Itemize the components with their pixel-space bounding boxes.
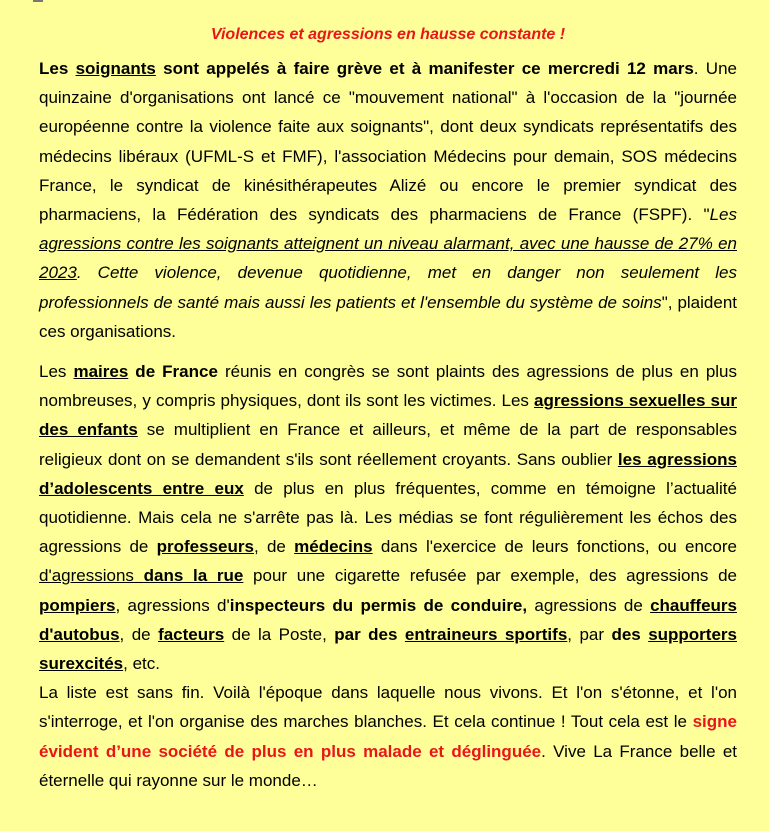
p2-s19: agressions de [527,595,651,615]
p2-s21: , de [119,624,159,644]
p2-entraineurs: entraineurs sportifs [404,624,568,644]
p2-maires: maires [73,362,129,382]
p2-dans-la-rue: dans la rue [143,566,244,586]
p2-agressions-enfants: agressions sexuelles sur des enfants [39,391,737,440]
p2-de-france: de France [128,362,218,382]
p1-strike-call: sont appelés à faire grève et à manifester ce mercredi 12 mars [155,59,694,78]
p1-closing: ", plaident ces organisations. [39,292,737,341]
p2-s6: se multiplient en France et ailleurs, et même de la part de responsables religieux dont on se demandent s'ils sont réellement croyants. Sans oublier [39,420,737,469]
p2-inspecteurs: inspecteurs du permis de conduire, [229,595,528,615]
p2-s1: Les [39,362,74,382]
p2-chauffeurs: chauffeurs d'autobus [39,595,737,644]
p2-medecins: médecins [294,537,373,557]
p2-s8: de plus en plus fréquentes, comme en témoigne l’actualité quotidienne. Mais cela ne s'arrête pas là. Les médias se font régulièrement les échos des agressions de [39,478,737,557]
p1-body: . Une quinzaine d'organisations ont lancé ce "mouvement national" à l'occasion de la "journée européenne contre la violence faite aux soignants", dont deux syndicats représentatifs des médecins libéraux (UFML-S et FMF), l'association Médecins pour demain, SOS médecins France, le syndicat de kinésithérapeutes Alizé ou encore le premier syndicat des pharmaciens, la Fédération des syndicats des pharmaciens de France (FSPF). " [39,59,737,225]
p2-s29: , etc. [123,654,160,674]
p1-quote-start: Les [709,205,737,225]
p2-s15: pour une cigarette refusée par exemple, des agressions de [243,566,738,586]
p2-s23: de la Poste, [224,624,335,644]
article [39,24,737,795]
p2-s10: , de [253,537,295,557]
paragraph-agressions [39,357,737,678]
p1-quote-rest: . Cette violence, devenue quotidienne, met en danger non seulement les professionnels de santé mais aussi les patients et l'ensemble du système de soins [39,263,737,312]
p2-s12: dans l'exercice de leurs fonctions, ou encore [372,537,737,557]
p2-dagressions: d'agressions [39,566,144,586]
p2-adolescents: les agressions d’adolescents entre eux [39,449,738,498]
p2-des: des [611,624,649,644]
p2-s26: , par [567,624,612,644]
paragraph-soignants [39,54,737,346]
p3-s3: . Vive La France belle et éternelle qui rayonne sur le monde… [39,741,738,790]
p2-facteurs: facteurs [158,624,225,644]
p2-s17: , agressions d' [115,595,230,615]
p1-soignants: soignants [75,59,156,78]
paragraph-conclusion [39,678,737,795]
article-title: Violences et agressions en hausse constante ! [210,26,566,43]
p2-pompiers: pompiers [39,595,116,615]
p1-quote-stat: agressions contre les soignants atteignent un niveau alarmant, avec une hausse de 27% en 2023 [39,234,737,283]
p2-par-des: par des [334,624,405,644]
p3-s1: La liste est sans fin. Voilà l'époque dans laquelle nous vivons. Et l'on s'étonne, et l'on s'interroge, et l'on organise des marches blanches. Et cela continue ! Tout cela est le [39,683,737,732]
p3-signe-evident: signe évident d’une société de plus en plus malade et déglinguée [39,712,737,761]
p2-s4: réunis en congrès se sont plaints des agressions de plus en plus nombreuses, y compris physiques, dont ils sont les victimes. Les [39,362,738,411]
p2-supporters: supporters surexcités [39,624,737,674]
top-edge-mark [33,0,43,2]
p2-professeurs: professeurs [156,537,254,557]
p1-lead: Les [39,59,76,78]
